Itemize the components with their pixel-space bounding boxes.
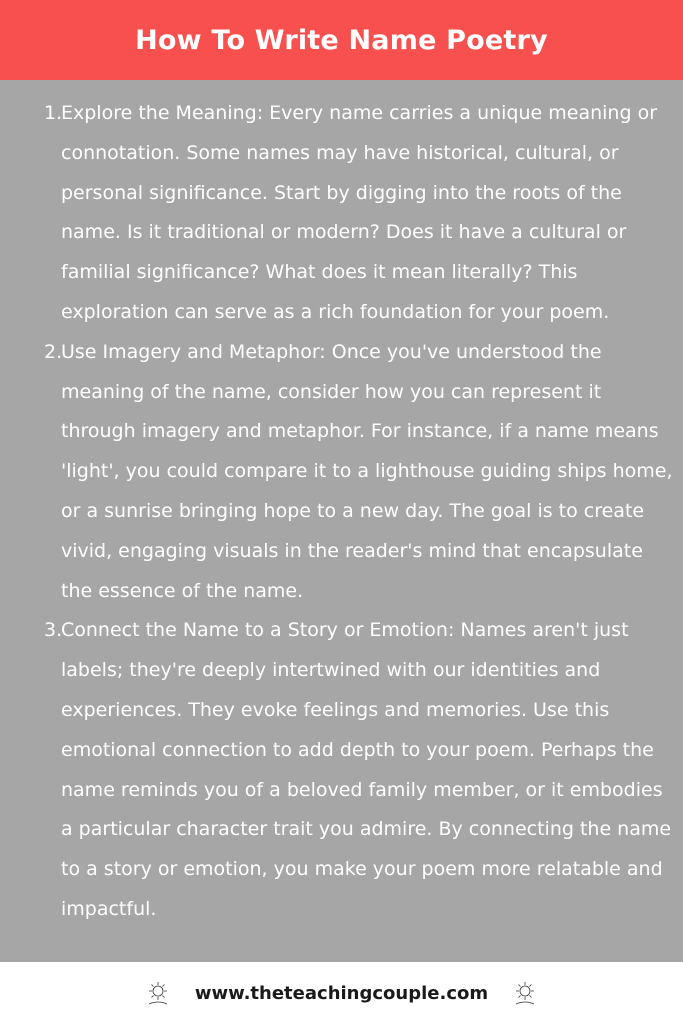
page-title: How To Write Name Poetry: [135, 24, 548, 56]
title-banner: [0, 0, 683, 80]
step-number: 3.: [44, 619, 63, 642]
steps-list: [0, 94, 675, 930]
step-text: Connect the Name to a Story or Emotion: Names aren't just labels; they're deeply intertwined with our identities and experiences. They evoke feelings and memories. Use this emotional connection to add depth to your poem. Perhaps the name reminds you of a beloved family member, or it embodies a particular character trait you admire. By connecting the name to a story or emotion, you make your poem more relatable and impactful.: [61, 619, 672, 920]
step-text: Explore the Meaning: Every name carries a unique meaning or connotation. Some names may have historical, cultural, or personal significance. Start by digging into the roots of the name. Is it traditional or modern? Does it have a cultural or familial significance? What does it mean literally? This exploration can serve as a rich foundation for your poem.: [61, 102, 658, 323]
website-url[interactable]: www.theteachingcouple.com: [194, 982, 489, 1004]
step-number: 1.: [44, 102, 63, 124]
teaching-couple-logo-icon: [510, 978, 540, 1008]
teaching-couple-logo-icon: [143, 978, 173, 1008]
step-item: [0, 333, 675, 612]
step-number: 2.: [44, 340, 63, 363]
steps-panel: [0, 80, 683, 962]
step-item: [0, 611, 675, 929]
footer: [0, 962, 683, 1024]
step-item: [0, 94, 675, 333]
step-text: Use Imagery and Metaphor: Once you've understood the meaning of the name, consider how you can represent it through imagery and metaphor. For instance, if a name means 'light', you could compare it to a lighthouse guiding ships home, or a sunrise bringing hope to a new day. The goal is to create vivid, engaging visuals in the reader's mind that encapsulate the essence of the name.: [61, 340, 673, 602]
